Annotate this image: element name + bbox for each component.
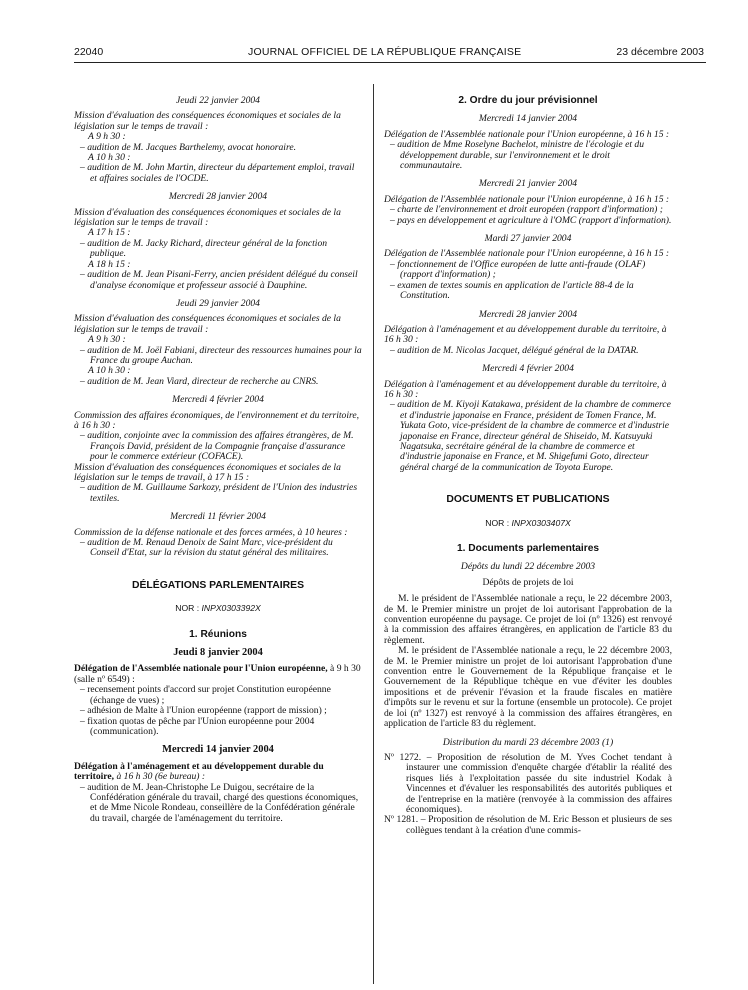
meeting-time: à 16 h 30 (6e bureau) : [116, 771, 206, 783]
meeting-date: Jeudi 8 janvier 2004 [173, 647, 263, 659]
agenda-item: – pays en développement et agriculture à l'OMC (rapport d'information). [390, 214, 672, 226]
nor-label: NOR : [175, 603, 202, 614]
right-column [384, 84, 672, 836]
section-intro: Mission d'évaluation des conséquences économiques et sociales de la législation sur le temps de travail : [74, 110, 341, 132]
subsection-heading-ordre-du-jour: 2. Ordre du jour prévisionnel [458, 95, 598, 106]
page-header [0, 0, 748, 58]
agenda-item: – audition de M. Jacques Barthelemy, avocat honoraire. [80, 141, 296, 153]
nor-label: NOR : [485, 517, 512, 528]
agenda-item: – examen de textes soumis en application de l'article 88-4 de la Constitution. [390, 279, 634, 302]
section-intro: Mission d'évaluation des conséquences économiques et sociales de la législation sur le temps de travail : [74, 206, 341, 229]
section-date: Mercredi 4 février 2004 [172, 394, 264, 406]
section-date: Mercredi 14 janvier 2004 [478, 113, 578, 125]
page-number: 22040 [74, 46, 104, 58]
time-label: A 17 h 15 : [88, 227, 131, 239]
time-label: A 9 h 30 : [88, 131, 126, 143]
nor-code: INPX0303392X [201, 603, 261, 614]
section-date: Mercredi 4 février 2004 [482, 363, 574, 375]
time-label: A 10 h 30 : [88, 152, 131, 164]
agenda-item: – audition de M. Jean-Christophe Le Duigou, secrétaire de la Confédération générale du travail, chargé des questions économiques, et de Mme Nicole Rondeau, conseillère de la Confédération générale du travail, chargée de l'aménagement du territoire. [80, 781, 359, 824]
agenda-item: – audition, conjointe avec la commission des affaires étrangères, de M. François David, président de la Compagnie française d'assurance pour le commerce extérieur (COFACE). [80, 430, 354, 463]
section-intro: Délégation de l'Assemblée nationale pour l'Union européenne, à 16 h 15 : [384, 248, 670, 260]
subsection-heading-reunions: 1. Réunions [189, 628, 247, 640]
left-column [74, 84, 362, 824]
agenda-item: – audition de Mme Roselyne Bachelot, ministre de l'écologie et du développement durable, sur l'environnement et le droit communautaire. [390, 139, 644, 172]
journal-title: JOURNAL OFFICIEL DE LA RÉPUBLIQUE FRANÇAISE [248, 46, 522, 58]
nor-reference [384, 518, 672, 528]
agenda-item: – audition de M. Jacky Richard, directeur général de la fonction publique. [80, 237, 328, 260]
meeting-intro [74, 762, 362, 783]
section-heading-documents: DOCUMENTS ET PUBLICATIONS [446, 494, 610, 506]
agenda-item: – audition de M. Nicolas Jacquet, délégué général de la DATAR. [390, 344, 639, 356]
nor-code: INPX0303407X [511, 517, 571, 528]
section-date: Jeudi 29 janvier 2004 [176, 297, 260, 309]
agenda-item: – audition de M. John Martin, directeur du département emploi, travail et affaires sociales de l'OCDE. [80, 162, 355, 184]
agenda-item: – audition de M. Renaud Denoix de Saint Marc, vice-président du Conseil d'Etat, sur la révision du statut général des militaires. [80, 537, 333, 559]
agenda-item: – audition de M. Joël Fabiani, directeur des ressources humaines pour la France du groupe Auchan. [80, 344, 362, 366]
section-date: Jeudi 22 janvier 2004 [176, 95, 260, 106]
section-intro: Mission d'évaluation des conséquences économiques et sociales de la législation sur le temps de travail, à 17 h 15 : [74, 461, 341, 483]
agenda-item: – audition de M. Jean Viard, directeur de recherche au CNRS. [80, 375, 319, 387]
section-intro: Délégation à l'aménagement et au développement durable du territoire, à 16 h 30 : [384, 323, 667, 346]
paragraph: M. le président de l'Assemblée nationale a reçu, le 22 décembre 2003, de M. le Premier ministre un projet de loi autorisant l'approbation d'une convention entre le Gouvernement de la République française et le Gouvernement de la République tchèque en vue d'éviter les doubles impositions et de prévenir l'évasion et la fraude fiscales en matière d'impôts sur le revenu et sur la fortune (ensemble un protocole). Ce projet de loi (nº 1327) est renvoyé à la commission des affaires étrangères, en application de l'article 83 du règlement. [384, 645, 672, 730]
meeting-intro [74, 664, 362, 685]
section-intro: Délégation de l'Assemblée nationale pour l'Union européenne, à 16 h 15 : [384, 193, 670, 205]
meeting-body-name: Délégation de l'Assemblée nationale pour l'Union européenne, [74, 663, 328, 675]
distribution-date: Distribution du mardi 23 décembre 2003 (1) [442, 736, 614, 748]
nor-reference [74, 603, 362, 613]
numbered-entry: Nº 1272. – Proposition de résolution de M. Yves Cochet tendant à instaurer une commission d'enquête chargée d'établir la réalité des risques liés à l'exploitation passée du site industriel Kodak à Vincennes et d'évaluer les responsabilités des autorités publiques et de l'entreprise en la matière (renvoyée à la commission des affaires économiques). [384, 751, 672, 815]
subsection-heading-documents-parlementaires: 1. Documents parlementaires [456, 543, 600, 554]
deposits-subheading: Dépôts de projets de loi [482, 576, 574, 588]
section-intro: Délégation de l'Assemblée nationale pour l'Union européenne, à 16 h 15 : [384, 128, 670, 140]
agenda-item: – recensement points d'accord sur projet Constitution européenne (échange de vues) ; [80, 684, 331, 706]
meeting-time: à 9 h 30 (salle nº 6549) : [74, 663, 361, 685]
issue-date: 23 décembre 2003 [616, 46, 704, 58]
numbered-entry: Nº 1281. – Proposition de résolution de M. Eric Besson et plusieurs de ses collègues tendant à la création d'une commis- [384, 814, 672, 836]
header-rule [74, 62, 706, 63]
section-intro: Mission d'évaluation des conséquences économiques et sociales de la législation sur le temps de travail : [74, 313, 341, 335]
section-date: Mardi 27 janvier 2004 [484, 233, 572, 245]
meeting-date: Mercredi 14 janvier 2004 [162, 744, 274, 756]
time-label: A 10 h 30 : [88, 365, 131, 377]
column-divider [373, 84, 374, 984]
section-intro: Commission de la défense nationale et des forces armées, à 10 heures : [74, 526, 348, 538]
deposits-date: Dépôts du lundi 22 décembre 2003 [460, 561, 596, 573]
agenda-item: – audition de M. Jean Pisani-Ferry, ancien président délégué du conseil d'analyse économique et professeur associé à Dauphine. [80, 269, 358, 291]
section-heading-delegations: DÉLÉGATIONS PARLEMENTAIRES [131, 579, 305, 591]
time-label: A 18 h 15 : [88, 258, 131, 270]
section-intro: Délégation à l'aménagement et au développement durable du territoire, à 16 h 30 : [384, 378, 667, 400]
agenda-item: – audition de M. Kiyoji Katakawa, président de la chambre de commerce et d'industrie japonaise en France, président de Tomen France, M. Yukata Goto, vice-président de la chambre de commerce et d'industrie japonaise en France, directeur général de Shiseido, M. Katsuyuki Nagatsuka, secrétaire général de la chambre de commerce et d'industrie japonaise en France, et M. Shigefumi Goto, directeur général chargé de la communication de Toyota Europe. [390, 399, 671, 473]
section-date: Mercredi 28 janvier 2004 [168, 191, 268, 203]
section-date: Mercredi 28 janvier 2004 [478, 308, 578, 320]
agenda-item: – adhésion de Malte à l'Union européenne (rapport de mission) ; [80, 705, 327, 717]
section-date: Mercredi 11 février 2004 [170, 511, 266, 523]
section-intro: Commission des affaires économiques, de l'environnement et du territoire, à 16 h 30 : [74, 409, 360, 431]
meeting-body-name: Délégation à l'aménagement et au développement durable du territoire, [74, 760, 324, 783]
paragraph: M. le président de l'Assemblée nationale a reçu, le 22 décembre 2003, de M. le Premier ministre un projet de loi autorisant l'approbation de la convention européenne du paysage. Ce projet de loi (nº 1326) est renvoyé à la commission des affaires étrangères, en application de l'article 83 du règlement. [384, 593, 672, 646]
section-date: Mercredi 21 janvier 2004 [478, 178, 578, 190]
agenda-item: – fonctionnement de l'Office européen de lutte anti-fraude (OLAF) (rapport d'information) ; [390, 258, 646, 281]
agenda-item: – audition de M. Guillaume Sarkozy, président de l'Union des industries textiles. [80, 482, 358, 504]
time-label: A 9 h 30 : [88, 334, 126, 346]
agenda-item: – charte de l'environnement et droit européen (rapport d'information) ; [390, 204, 663, 216]
agenda-item: – fixation quotas de pêche par l'Union européenne pour 2004 (communication). [80, 715, 315, 737]
